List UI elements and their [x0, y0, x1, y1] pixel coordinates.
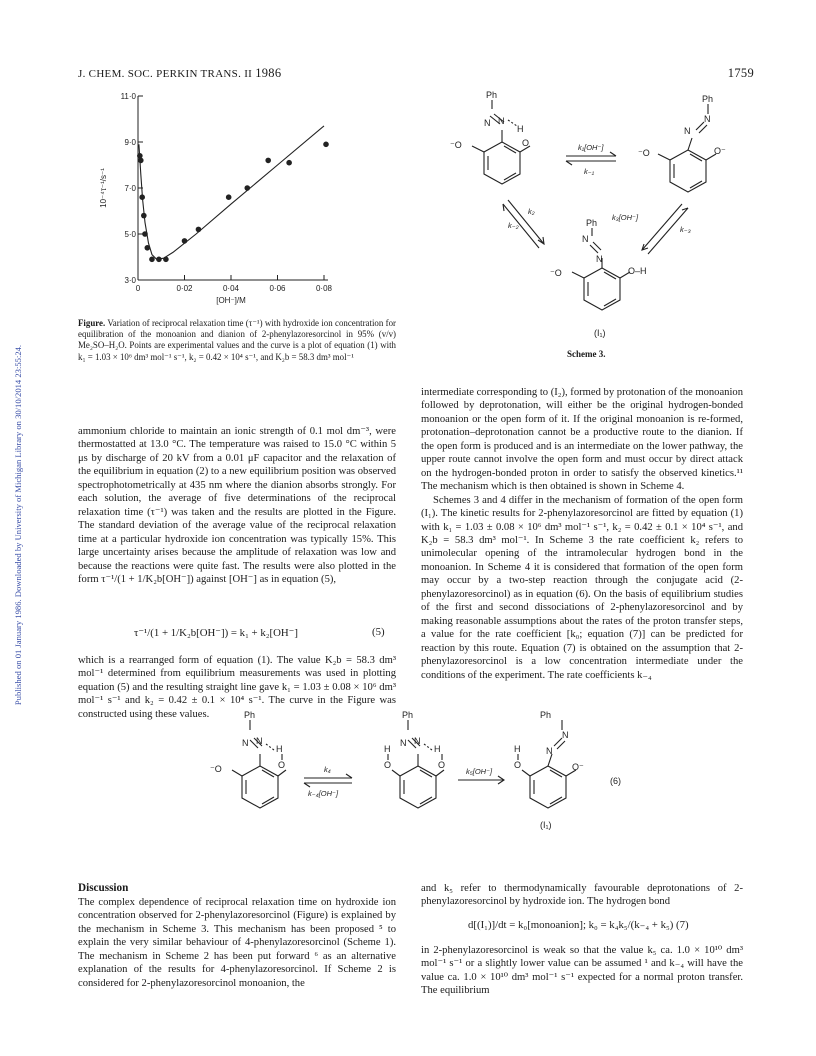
o-minus-label: ⁻O [450, 140, 462, 150]
y-tick-label: 11·0 [120, 92, 136, 101]
benzene-ring [584, 268, 620, 310]
data-point [196, 227, 202, 233]
x-tick-label: 0·04 [222, 284, 240, 293]
n-label: N [684, 126, 691, 136]
n-label: N [546, 746, 553, 756]
compound-label: (I₁) [540, 820, 552, 830]
scheme-3-diagram [420, 90, 750, 352]
benzene-ring [400, 766, 436, 808]
benzene-ring [530, 766, 566, 808]
y-tick-label: 5·0 [124, 230, 136, 239]
equation-7: d[(I₁)]/dt = k₀[monoanion]; k₀ = k₄k₅/(k₋₄ + k₅) (7) [468, 919, 689, 931]
n-label: N [242, 738, 249, 748]
equation-6-number: (6) [610, 776, 621, 786]
km4-label: k₋₄[OH⁻] [308, 789, 339, 798]
h-label: H [384, 744, 391, 754]
x-tick-label: 0 [135, 284, 141, 293]
ph-label: Ph [402, 710, 414, 720]
caption-text: Variation of reciprocal relaxation time (τ⁻¹) with hydroxide ion concentration for equilibration of the monoanion and dianion of 2-phenylazoresorcinol in 95% (v/v) Me₂SO–H₂O. Points are experimental values and the curve is a plot of equation (1) with k₁ = 1.03 × 10⁶ dm³ mol⁻¹ s⁻¹, k₂ = 0.42 × 10⁴ s⁻¹, and K₂b = 58.3 dm³ mol⁻¹ [78, 318, 396, 362]
data-point [149, 257, 155, 263]
h-label: H [517, 124, 524, 134]
paragraph: and k₅ refer to thermodynamically favourable deprotonations of 2-phenylazoresorcinol by hydroxide ion. The hydrogen bond [421, 883, 743, 908]
ph-label: Ph [586, 218, 598, 228]
journal-name: J. CHEM. SOC. PERKIN TRANS. II [78, 68, 253, 80]
km3-label: k₋₃ [680, 225, 691, 234]
paragraph: Schemes 3 and 4 differ in the mechanism of formation of the open form (I₁). The kinetic results for 2-phenylazoresorcinol are fitted by equation (1) with k₁ = 1.03 ± 0.08 × 10⁶ dm³ mol⁻¹ s⁻¹, k₂ = 0.42 ± 0.1 × 10⁴ s⁻¹, and K₂b = 58.3 dm³ mol⁻¹. In Scheme 3 the rate coefficient k₂ refers to unimolecular opening of the intramolecular hydrogen bond in the monoanion. In Scheme 4 it is considered that formation of the open form may occur by a two-step reaction through the conjugate acid (2-phenylazoresorcinol) as in equation (6). On the basis of equilibrium studies of the first and second dissociations of 2-phenylazoresorcinol and by making reasonable assumptions about the rates of the proton transfer steps, a value for the rate coefficient [k₀; equation (7)] can be predicted for reaction by this route. Equation (7) is obtained on the assumption that 2-phenylazoresorcinol is a low concentration intermediate under the conditions of the experiment. The rate coefficients k₋₄ [421, 494, 743, 681]
ph-label: Ph [244, 710, 256, 720]
km1-label: k₋₁ [584, 167, 595, 176]
paragraph: intermediate corresponding to (I₂), formed by protonation of the monoanion followed by deprotonation, will either be the original hydrogen-bonded monoanion or the open form of it. If the original monoanion is re-formed, protonation–deprotonation cannot be a productive route to the dianion. If the open form is produced and is an intermediate on the lower pathway, the upper route cannot involve the open form and must occur by direct attack on the hydrogen-bonded proton in order to satisfy the observed kinetics.¹¹ The mechanism which is then obtained is shown in Scheme 4. [421, 387, 744, 493]
o-minus-label: ⁻O [638, 148, 650, 158]
n-label: N [582, 234, 589, 244]
data-point [163, 257, 169, 263]
o-minus-label: O⁻ [572, 762, 584, 772]
o-minus-label: ⁻O [210, 764, 222, 774]
k5-label: k₅[OH⁻] [466, 767, 493, 776]
data-point [141, 213, 147, 219]
download-notice: Published on 01 January 1986. Downloaded by University of Michigan Library on 30/10/2014 23:55:24. [13, 344, 23, 706]
left-column-upper [78, 425, 396, 586]
running-header [78, 66, 281, 81]
k2-label: k₂ [528, 207, 535, 216]
n-label: N [400, 738, 407, 748]
y-tick-label: 7·0 [124, 184, 136, 193]
discussion-body [78, 896, 396, 990]
o-label: O [522, 138, 530, 148]
y-tick-label: 3·0 [124, 276, 136, 285]
equation-6-diagram [200, 688, 640, 856]
discussion-heading: Discussion [78, 882, 129, 894]
relaxation-chart [92, 88, 382, 310]
right-column-tail [421, 944, 743, 998]
n-label: N [484, 118, 491, 128]
data-point [142, 231, 148, 237]
right-column-upper [421, 386, 743, 682]
n-label: N [498, 116, 505, 126]
data-point [323, 142, 329, 148]
ph-label: Ph [540, 710, 552, 720]
o-label: O [438, 760, 446, 770]
y-tick-label: 9·0 [124, 138, 136, 147]
x-tick-label: 0·02 [176, 284, 193, 293]
equation-5: τ⁻¹/(1 + 1/K₂b[OH⁻]) = k₁ + k₂[OH⁻] [134, 627, 298, 639]
page-number: 1759 [727, 66, 754, 80]
data-point [138, 158, 144, 164]
right-column-lower [421, 882, 743, 909]
h-label: H [434, 744, 441, 754]
h-label: H [276, 744, 283, 754]
y-axis-label: 10⁻⁴τ⁻¹/s⁻¹ [99, 168, 108, 208]
n-label: N [562, 730, 569, 740]
data-point [286, 160, 292, 166]
paragraph: in 2-phenylazoresorcinol is weak so that the value k₅ ca. 1.0 × 10¹⁰ dm³ mol⁻¹ s⁻¹ or a slightly lower value can be assumed ¹ and k₋₄ will have the value ca. 1.0 × 10¹⁰ dm³ mol⁻¹ s⁻¹ expected for a normal proton transfer. The equilibrium [421, 945, 743, 997]
h-label: H [514, 744, 521, 754]
journal-year: 1986 [255, 66, 282, 80]
data-point [226, 194, 232, 200]
fit-curve [139, 126, 324, 259]
x-tick-label: 0·08 [315, 284, 333, 293]
x-tick-label: 0·06 [269, 284, 286, 293]
paragraph: The complex dependence of reciprocal relaxation time on hydroxide ion concentration observed for 2-phenylazoresorcinol (Figure) is explained by the mechanism in Scheme 3. This mechanism has been proposed ⁵ to explain the very similar behaviour of 4-phenylazoresorcinol (Scheme 1). The mechanism in Scheme 2 has been put forward ⁶ as an alternative explanation of the results for 4-phenylazoresorcinol. If Scheme 2 is considered for 2-phenylazoresorcinol monoanion, the [78, 897, 396, 989]
ph-label: Ph [486, 90, 498, 100]
benzene-ring [242, 766, 278, 808]
oh-label: O–H [628, 266, 647, 276]
caption-label: Figure. [78, 318, 106, 328]
paragraph: ammonium chloride to maintain an ionic strength of 0.1 mol dm⁻³, were thermostatted at 13.0 °C. The temperature was raised to 15.0 °C within 5 μs by discharge of 20 kV from a 0.01 μF capacitor and the relaxation of the equilibrium in equation (2) to a new equilibrium position was observed spectrophotometrically at 435 nm where the dianion absorbs strongly. For each solution, the average of five determinations of the reciprocal relaxation time (τ⁻¹) was taken and the results are plotted in the Figure. The standard deviation of the average value of the reciprocal relaxation time at a particular hydroxide ion concentration was typically 15%. This large uncertainty arises because the amplitude of relaxation was low and because the reactions were quite fast. The results were also plotted in the form τ⁻¹/(1 + 1/K₂b[OH⁻]) against [OH⁻] as in equation (5), [78, 426, 396, 585]
o-minus-label: O⁻ [714, 146, 726, 156]
figure-caption [78, 318, 396, 363]
data-point [145, 245, 151, 251]
k4-label: k₄ [324, 765, 331, 774]
n-label: N [414, 736, 421, 746]
n-label: N [256, 736, 263, 746]
data-point [265, 158, 271, 164]
o-label: O [514, 760, 522, 770]
equation-5-number: (5) [372, 626, 385, 638]
scheme-3-label: Scheme 3. [567, 349, 606, 359]
k3-label: k₃[OH⁻] [612, 213, 639, 222]
o-minus-label: ⁻O [550, 268, 562, 278]
data-point [139, 194, 145, 200]
x-axis-label: [OH⁻]/M [216, 296, 246, 305]
data-point [244, 185, 250, 191]
n-label: N [704, 114, 711, 124]
km2-label: k₋₂ [508, 221, 519, 230]
data-point [182, 238, 188, 244]
benzene-ring [484, 142, 520, 184]
benzene-ring [670, 150, 706, 192]
o-label: O [384, 760, 392, 770]
paragraph: which is a rearranged form of equation (1). The value K₂b = 58.3 dm³ mol⁻¹ determined from equilibrium measurements was used in plotting equation (5) and the resulting straight line gave k₁ = 1.03 ± 0.08 × 10⁶ dm³ mol⁻¹ s⁻¹ and k₂ = 0.42 ± 0.1 × 10⁴ s⁻¹. The curve in the Figure was constructed using these values. [78, 655, 396, 720]
sidebar-watermark [0, 0, 23, 1056]
k1-label: k₁[OH⁻] [578, 143, 604, 152]
compound-label: (I₁) [594, 328, 606, 338]
n-label: N [596, 254, 603, 264]
ph-label: Ph [702, 94, 714, 104]
data-point [156, 257, 162, 263]
o-label: O [278, 760, 286, 770]
